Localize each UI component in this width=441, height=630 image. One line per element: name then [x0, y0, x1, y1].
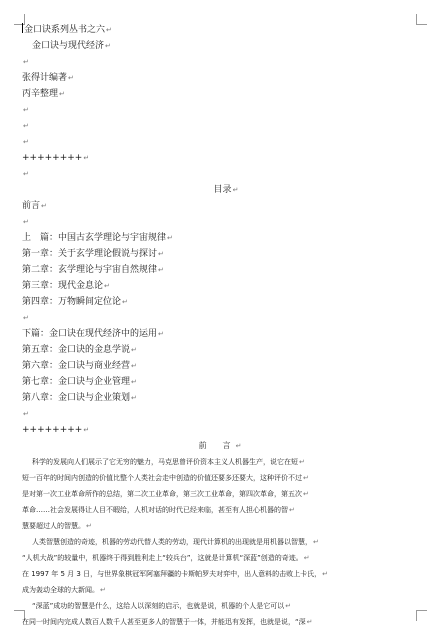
- document-line[interactable]: [22, 230, 422, 246]
- paragraph-mark-icon: ↵: [313, 538, 319, 546]
- line-text: 下篇：金口诀在现代经济中的运用: [22, 329, 158, 339]
- document-line[interactable]: [22, 422, 422, 438]
- document-line[interactable]: [22, 342, 422, 358]
- document-line[interactable]: [22, 22, 422, 38]
- document-line[interactable]: [22, 374, 422, 390]
- paragraph-mark-icon: ↵: [100, 586, 106, 594]
- document-line[interactable]: [22, 198, 422, 214]
- line-text: 慧要超过人的智慧。: [22, 522, 85, 530]
- document-line[interactable]: [22, 70, 422, 86]
- paragraph-mark-icon: ↵: [235, 442, 246, 450]
- paragraph-mark-icon: ↵: [303, 474, 309, 482]
- document-line[interactable]: [22, 518, 422, 534]
- document-line[interactable]: [22, 118, 422, 134]
- document-line[interactable]: [22, 294, 422, 310]
- paragraph-mark-icon: ↵: [68, 74, 74, 82]
- document-line[interactable]: [22, 38, 422, 54]
- document-line[interactable]: [22, 598, 422, 614]
- document-line[interactable]: [22, 246, 422, 262]
- document-line[interactable]: [22, 502, 422, 518]
- paragraph-mark-icon: ↵: [106, 26, 112, 34]
- paragraph-mark-icon: ↵: [23, 122, 29, 130]
- line-text: 前 言: [198, 441, 235, 450]
- paragraph-mark-icon: ↵: [86, 522, 92, 530]
- paragraph-mark-icon: ↵: [158, 250, 164, 258]
- line-text: 短一百年的时间内创造的价值比整个人类社会走中创造的价值还要多还要大，这种评价不过: [22, 474, 302, 482]
- line-text: 金口诀系列丛书之六: [24, 25, 106, 35]
- paragraph-mark-icon: ↵: [23, 218, 29, 226]
- paragraph-mark-icon: ↵: [59, 90, 65, 98]
- line-text: 在同一时间内完成人数百人数千人甚至更多人的智慧于一体，并能迅有发挥，也就是说，“深: [22, 618, 306, 626]
- line-text: 第六章：金口诀与商业经营: [22, 361, 131, 371]
- paragraph-mark-icon: ↵: [23, 314, 29, 322]
- document-line[interactable]: [22, 278, 422, 294]
- line-text: 目录: [213, 185, 232, 195]
- document-line[interactable]: [22, 326, 422, 342]
- document-line[interactable]: [22, 102, 422, 118]
- paragraph-mark-icon: ↵: [167, 234, 173, 242]
- document-line[interactable]: [22, 470, 422, 486]
- line-text: 第八章：金口诀与企业策划: [22, 393, 131, 403]
- line-text: 第三章：现代金息论: [22, 281, 104, 291]
- document-line[interactable]: [22, 390, 422, 406]
- line-text: 第一章：关于玄学理论假说与探讨: [22, 249, 158, 259]
- document-page[interactable]: [22, 22, 422, 630]
- paragraph-mark-icon: ↵: [23, 138, 29, 146]
- paragraph-mark-icon: ↵: [303, 490, 309, 498]
- document-line[interactable]: [22, 358, 422, 374]
- line-text: 科学的发展向人们展示了它无穷的魅力，马克思曾评价资本主义人机器生产，说它在短: [32, 458, 298, 466]
- paragraph-mark-icon: ↵: [83, 426, 90, 434]
- text-cursor: [22, 23, 23, 33]
- paragraph-mark-icon: ↵: [23, 410, 29, 418]
- line-text: ++++++++: [22, 425, 83, 435]
- document-line[interactable]: [22, 310, 422, 326]
- paragraph-mark-icon: ↵: [105, 42, 111, 50]
- line-text: 成为轰动全球的大新闻。: [22, 586, 99, 594]
- line-text: 是对第一次工业革命所作的总结，第二次工业革命，第三次工业革命，第四次革命，第五次: [22, 490, 302, 498]
- paragraph-mark-icon: ↵: [131, 346, 137, 354]
- line-text: 第七章：金口诀与企业管理: [22, 377, 131, 387]
- paragraph-mark-icon: ↵: [23, 58, 29, 66]
- line-text: 人类智慧创造的奇迹，机器的劳动代替人类的劳动，现代计算机的出现就是用机器以智慧，: [32, 538, 312, 546]
- document-line[interactable]: [22, 406, 422, 422]
- document-line[interactable]: [22, 582, 422, 598]
- line-text: “人机大战”的较量中，机器终于得到胜利走上“较兵台”，这就是计算机“深蓝”创造的奇迹。: [22, 554, 303, 562]
- paragraph-mark-icon: ↵: [83, 154, 90, 162]
- line-text: 第四章：万物瞬间定位论: [22, 297, 122, 307]
- paragraph-mark-icon: ↵: [289, 506, 295, 514]
- paragraph-mark-icon: ↵: [285, 602, 292, 610]
- paragraph-mark-icon: ↵: [232, 186, 239, 194]
- paragraph-mark-icon: ↵: [299, 458, 305, 466]
- line-text: 在 1997 年 5 月 3 日，与世界象棋冠军阿塞拜疆的卡斯帕罗夫对弈中，出人意料的击败上卡氏，: [22, 570, 322, 578]
- paragraph-mark-icon: ↵: [23, 106, 29, 114]
- document-line[interactable]: [22, 214, 422, 230]
- document-line[interactable]: [22, 534, 422, 550]
- line-text: 革命……社会发展得让人目不暇给，人机对话的时代已经来临，甚至有人担心机器的智: [22, 506, 288, 514]
- line-text: 第二章：玄学理论与宇宙自然规律: [22, 265, 158, 275]
- document-line[interactable]: [22, 550, 422, 566]
- line-text: 第五章：金口诀的金息学说: [22, 345, 131, 355]
- line-text: 金口诀与现代经济: [32, 41, 105, 51]
- paragraph-mark-icon: ↵: [158, 266, 164, 274]
- document-line[interactable]: [22, 134, 422, 150]
- paragraph-mark-icon: ↵: [131, 362, 137, 370]
- paragraph-mark-icon: ↵: [41, 202, 47, 210]
- paragraph-mark-icon: ↵: [322, 570, 328, 578]
- document-line[interactable]: [22, 438, 422, 454]
- document-line[interactable]: [22, 166, 422, 182]
- document-line[interactable]: [22, 262, 422, 278]
- line-text: ++++++++: [22, 153, 83, 163]
- paragraph-mark-icon: ↵: [104, 282, 110, 290]
- paragraph-mark-icon: ↵: [306, 618, 313, 626]
- document-line[interactable]: [22, 566, 422, 582]
- document-line[interactable]: [22, 614, 422, 630]
- document-line[interactable]: [22, 150, 422, 166]
- document-line[interactable]: [22, 454, 422, 470]
- paragraph-mark-icon: ↵: [23, 170, 29, 178]
- line-text: 张得计编著: [22, 73, 68, 83]
- line-text: “深蓝”成功的智慧是什么，这给人以深刻的启示，也就是说，机器的个人是它可以: [32, 602, 285, 610]
- document-line[interactable]: [22, 486, 422, 502]
- paragraph-mark-icon: ↵: [122, 298, 128, 306]
- document-line[interactable]: [22, 182, 422, 198]
- paragraph-mark-icon: ↵: [131, 378, 137, 386]
- line-text: 前言: [22, 201, 41, 211]
- line-text: 丙辛整理: [22, 89, 59, 99]
- paragraph-mark-icon: ↵: [131, 394, 137, 402]
- paragraph-mark-icon: ↵: [158, 330, 164, 338]
- line-text: 上 篇：中国古玄学理论与宇宙规律: [22, 233, 167, 243]
- document-line[interactable]: [22, 54, 422, 70]
- paragraph-mark-icon: ↵: [303, 554, 310, 562]
- document-line[interactable]: [22, 86, 422, 102]
